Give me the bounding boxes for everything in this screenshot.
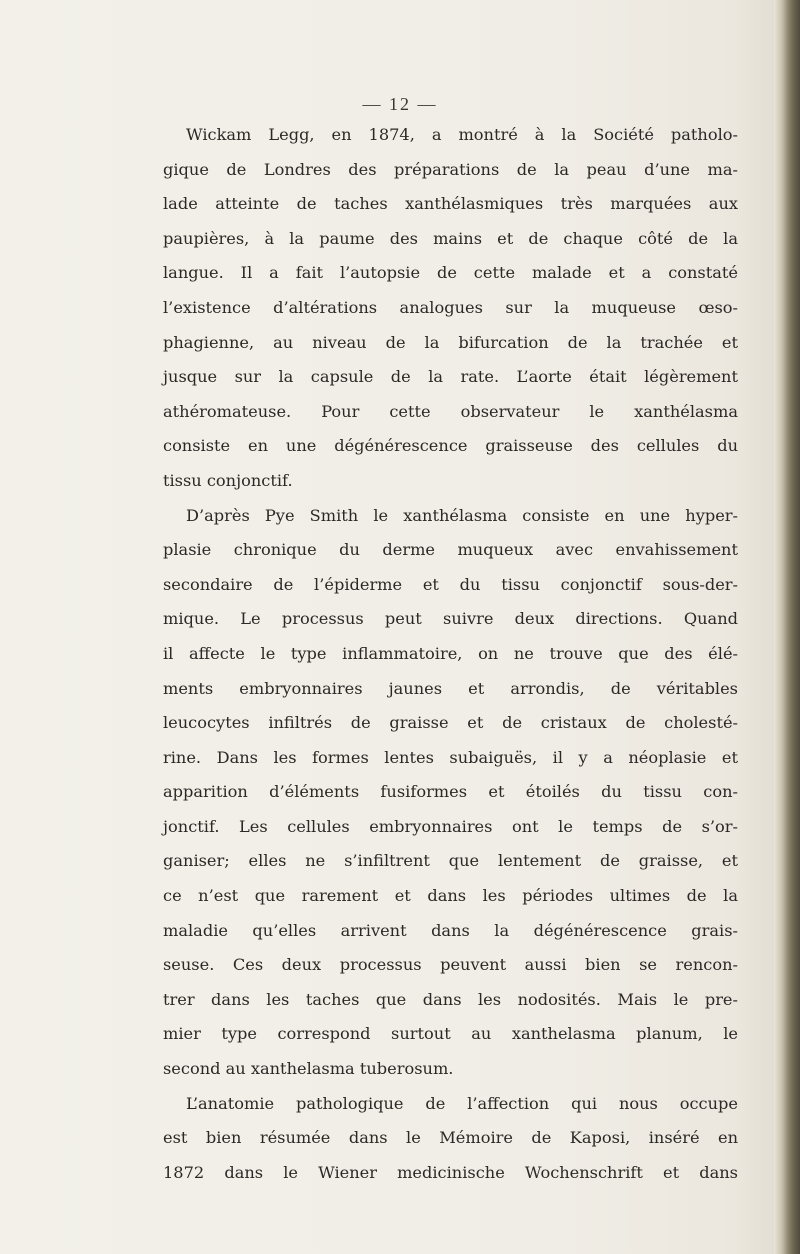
text-line: seuse. Ces deux processus peuvent aussi bien se rencon- [163, 955, 738, 975]
text-line: athéromateuse. Pour cette observateur le xanthélasma [163, 401, 738, 421]
page-number: — 12 — [362, 94, 438, 114]
text-line: gique de Londres des préparations de la peau d’une ma- [163, 159, 738, 179]
text-line: rine. Dans les formes lentes subaiguës, il y a néoplasie et [163, 747, 738, 767]
text-line: plasie chronique du derme muqueux avec envahissement [163, 540, 738, 560]
text-line: leucocytes infiltrés de graisse et de cristaux de cholesté- [163, 713, 738, 733]
text-line: Wickam Legg, en 1874, a montré à la Société patholo- [186, 125, 738, 144]
text-line: secondaire de l’épiderme et du tissu conjonctif sous-der- [163, 574, 738, 594]
text-line: ganiser; elles ne s’infiltrent que lentement de graisse, et [163, 851, 738, 871]
text-line: L’anatomie pathologique de l’affection qui nous occupe [186, 1093, 738, 1113]
text-line: lade atteinte de taches xanthélasmiques très marquées aux [163, 194, 738, 214]
text-line: phagienne, au niveau de la bifurcation de la trachée et [163, 332, 738, 352]
text-line: ments embryonnaires jaunes et arrondis, de véritables [163, 678, 738, 698]
text-line: il affecte le type inflammatoire, on ne trouve que des élé- [163, 643, 738, 663]
text-line: second au xanthelasma tuberosum. [163, 1059, 454, 1079]
text-line: maladie qu’elles arrivent dans la dégénérescence grais- [163, 920, 738, 940]
text-line: mique. Le processus peut suivre deux directions. Quand [163, 609, 738, 629]
text-line: mier type correspond surtout au xanthelasma planum, le [163, 1024, 738, 1044]
text-line: est bien résumée dans le Mémoire de Kaposi, inséré en [163, 1128, 738, 1148]
text-line: apparition d’éléments fusiformes et étoilés du tissu con- [163, 782, 738, 802]
text-line: paupières, à la paume des mains et de chaque côté de la [163, 228, 738, 248]
text-line: 1872 dans le Wiener medicinische Wochenschrift et dans [163, 1162, 738, 1182]
text-line: consiste en une dégénérescence graisseuse des cellules du [163, 436, 738, 456]
page-binding-edge [774, 0, 800, 1254]
text-line: jonctif. Les cellules embryonnaires ont le temps de s’or- [163, 816, 738, 836]
text-line: tissu conjonctif. [163, 470, 293, 490]
text-line: ce n’est que rarement et dans les périodes ultimes de la [163, 886, 738, 906]
text-line: trer dans les taches que dans les nodosités. Mais le pre- [163, 989, 738, 1009]
text-line: D’après Pye Smith le xanthélasma consiste en une hyper- [186, 505, 738, 525]
body-text [163, 118, 738, 1190]
text-line: l’existence d’altérations analogues sur la muqueuse œso- [163, 297, 738, 317]
text-line: langue. Il a fait l’autopsie de cette malade et a constaté [163, 263, 738, 283]
text-line: jusque sur la capsule de la rate. L’aorte était légèrement [163, 367, 738, 387]
